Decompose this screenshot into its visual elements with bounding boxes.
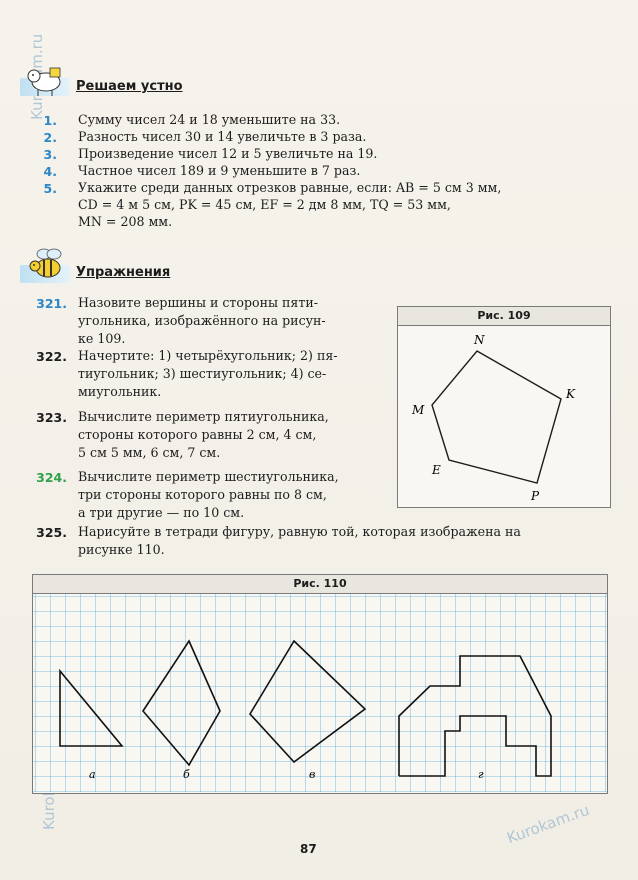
exercise-324-line2: три стороны которого равны по 8 см, xyxy=(78,487,327,502)
oral-text-5-line2: CD = 4 м 5 см, PK = 45 см, EF = 2 дм 8 мм, TQ = 53 мм, xyxy=(78,197,451,212)
label-b: б xyxy=(183,768,190,781)
vertex-M: M xyxy=(412,403,425,417)
label-g: г xyxy=(478,768,484,781)
figure-110 xyxy=(32,574,608,794)
exercise-324-line3: а три другие — по 10 см. xyxy=(78,505,245,520)
exercise-323-line2: стороны которого равны 2 см, 4 см, xyxy=(78,427,317,442)
figure-109-title: Рис. 109 xyxy=(398,307,610,326)
label-a: а xyxy=(89,768,96,781)
exercise-num-322: 322. xyxy=(36,349,67,364)
exercise-324-line1: Вычислите периметр шестиугольника, xyxy=(78,469,339,484)
figure-110-title: Рис. 110 xyxy=(33,575,607,594)
sheep-mascot-icon xyxy=(22,60,68,100)
exercise-322-line2: тиугольник; 3) шестиугольник; 4) се- xyxy=(78,366,327,381)
exercise-321-line2: угольника, изображённого на рисун- xyxy=(78,313,326,328)
oral-num-2: 2. xyxy=(43,130,57,145)
oral-text-1: Сумму чисел 24 и 18 уменьшите на 33. xyxy=(78,112,341,127)
vertex-P: P xyxy=(531,489,540,503)
watermark-bottom-right: Kurokam.ru xyxy=(504,800,592,848)
vertex-E: E xyxy=(432,463,441,477)
oral-text-2: Разность чисел 30 и 14 увеличьте в 3 раза. xyxy=(78,129,367,144)
exercise-num-325: 325. xyxy=(36,525,67,540)
oral-num-3: 3. xyxy=(43,147,57,162)
bee-mascot-icon xyxy=(24,244,68,284)
grid-figures xyxy=(33,594,607,792)
exercise-321-line1: Назовите вершины и стороны пяти- xyxy=(78,295,318,310)
oral-num-4: 4. xyxy=(43,164,57,179)
exercise-num-324: 324. xyxy=(36,470,67,485)
exercise-323-line1: Вычислите периметр пятиугольника, xyxy=(78,409,329,424)
oral-num-1: 1. xyxy=(43,113,57,128)
oral-text-4: Частное чисел 189 и 9 уменьшите в 7 раз. xyxy=(78,163,361,178)
exercise-num-323: 323. xyxy=(36,410,67,425)
figure-109 xyxy=(397,306,611,508)
exercise-322-line1: Начертите: 1) четырёхугольник; 2) пя- xyxy=(78,348,338,363)
exercise-323-line3: 5 см 5 мм, 6 см, 7 см. xyxy=(78,445,221,460)
label-v: в xyxy=(309,768,316,781)
pentagon-figure xyxy=(398,326,610,506)
page-number: 87 xyxy=(300,842,317,856)
exercise-325-line1: Нарисуйте в тетради фигуру, равную той, которая изображена на xyxy=(78,524,521,539)
oral-text-3: Произведение чисел 12 и 5 увеличьте на 19. xyxy=(78,146,378,161)
section-title-oral: Решаем устно xyxy=(76,79,183,94)
exercise-num-321: 321. xyxy=(36,296,67,311)
oral-text-5-line1: Укажите среди данных отрезков равные, если: AB = 5 см 3 мм, xyxy=(78,180,502,195)
section-title-exercises: Упражнения xyxy=(76,265,171,280)
exercise-321-line3: ке 109. xyxy=(78,331,126,346)
oral-text-5-line3: MN = 208 мм. xyxy=(78,214,173,229)
exercise-325-line2: рисунке 110. xyxy=(78,542,165,557)
exercise-322-line3: миугольник. xyxy=(78,384,162,399)
vertex-N: N xyxy=(474,333,485,347)
vertex-K: K xyxy=(566,387,575,401)
oral-num-5: 5. xyxy=(43,181,57,196)
